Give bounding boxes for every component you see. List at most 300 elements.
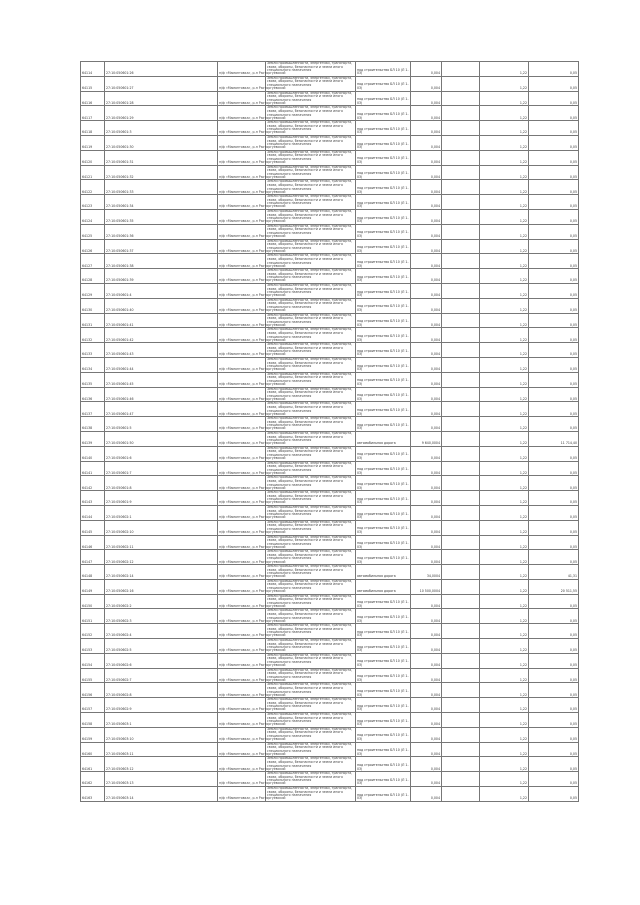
rate-value: 1,22 <box>480 357 529 372</box>
area-value: 0,004 <box>411 62 442 77</box>
cadastral-number: 27:10:050602:12 <box>105 550 218 565</box>
empty-cell <box>442 372 480 387</box>
empty-cell <box>442 62 480 77</box>
row-number: 64153 <box>81 639 105 654</box>
amount-value: 0,05 <box>529 668 579 683</box>
amount-value: 0,05 <box>529 461 579 476</box>
table-row <box>81 165 579 180</box>
permitted-use: под строительство БЛ 10 (Л 1-03) <box>356 757 411 772</box>
empty-cell <box>442 787 480 802</box>
rate-value: 1,22 <box>480 787 529 802</box>
row-number: 64122 <box>81 180 105 195</box>
table-row <box>81 387 579 402</box>
permitted-use: автомобильная дорога <box>356 579 411 594</box>
area-value: 0,004 <box>411 387 442 402</box>
rate-value: 1,22 <box>480 579 529 594</box>
permitted-use: под строительство БЛ 10 (Л 1-03) <box>356 609 411 624</box>
permitted-use: под строительство БЛ 10 (Л 1-03) <box>356 62 411 77</box>
row-number: 64161 <box>81 757 105 772</box>
permitted-use: под строительство БЛ 10 (Л 1-03) <box>356 668 411 683</box>
rate-value: 1,22 <box>480 224 529 239</box>
land-category: Земли промышленности, энергетики, транспорта, связи, обороны, безопасности и земли иного специального назначения <box>266 135 356 150</box>
amount-value: 0,05 <box>529 328 579 343</box>
amount-value: 0,05 <box>529 343 579 358</box>
table-row <box>81 62 579 77</box>
empty-cell <box>442 535 480 550</box>
land-category: Земли промышленности, энергетики, транспорта, связи, обороны, безопасности и земли иного специального назначения <box>266 446 356 461</box>
land-category: Земли промышленности, энергетики, транспорта, связи, обороны, безопасности и земли иного специального назначения <box>266 62 356 77</box>
land-category: Земли промышленности, энергетики, транспорта, связи, обороны, безопасности и земли иного специального назначения <box>266 624 356 639</box>
table-row <box>81 313 579 328</box>
row-number: 64133 <box>81 343 105 358</box>
row-number: 64163 <box>81 787 105 802</box>
permitted-use: под строительство БЛ 10 (Л 1-03) <box>356 387 411 402</box>
table-body <box>81 62 579 802</box>
area-value: 0,004 <box>411 106 442 121</box>
rate-value: 1,22 <box>480 609 529 624</box>
area-value: 0,004 <box>411 787 442 802</box>
area-value: 0,004 <box>411 254 442 269</box>
land-category: Земли промышленности, энергетики, транспорта, связи, обороны, безопасности и земли иного специального назначения <box>266 343 356 358</box>
table-row <box>81 283 579 298</box>
location: п/ф «Мамонтовка», р-н Расторгуевский <box>218 357 266 372</box>
table-row <box>81 505 579 520</box>
permitted-use: под строительство БЛ 10 (Л 1-03) <box>356 209 411 224</box>
row-number: 64121 <box>81 165 105 180</box>
rate-value: 1,22 <box>480 476 529 491</box>
table-row <box>81 668 579 683</box>
permitted-use: под строительство БЛ 10 (Л 1-03) <box>356 76 411 91</box>
cadastral-number: 27:10:050601:37 <box>105 239 218 254</box>
cadastral-number: 27:10:050601:3 <box>105 121 218 136</box>
rate-value: 1,22 <box>480 698 529 713</box>
amount-value: 0,05 <box>529 165 579 180</box>
table-row <box>81 639 579 654</box>
table-row <box>81 698 579 713</box>
permitted-use: под строительство БЛ 10 (Л 1-03) <box>356 787 411 802</box>
row-number: 64162 <box>81 772 105 787</box>
empty-cell <box>442 683 480 698</box>
table-row <box>81 254 579 269</box>
empty-cell <box>442 757 480 772</box>
cadastral-number: 27:10:050601:32 <box>105 165 218 180</box>
land-category: Земли промышленности, энергетики, транспорта, связи, обороны, безопасности и земли иного специального назначения <box>266 180 356 195</box>
cadastral-number: 27:10:050603:12 <box>105 757 218 772</box>
land-category: Земли промышленности, энергетики, транспорта, связи, обороны, безопасности и земли иного специального назначения <box>266 476 356 491</box>
area-value: 0,004 <box>411 283 442 298</box>
location: п/ф «Мамонтовка», р-н Расторгуевский <box>218 683 266 698</box>
table-row <box>81 91 579 106</box>
location: п/ф «Мамонтовка», р-н Расторгуевский <box>218 520 266 535</box>
permitted-use: под строительство БЛ 10 (Л 1-03) <box>356 165 411 180</box>
rate-value: 1,22 <box>480 683 529 698</box>
row-number: 64148 <box>81 565 105 580</box>
location: п/ф «Мамонтовка», р-н Расторгуевский <box>218 491 266 506</box>
area-value: 0,004 <box>411 535 442 550</box>
permitted-use: под строительство БЛ 10 (Л 1-03) <box>356 491 411 506</box>
table-row <box>81 224 579 239</box>
location: п/ф «Мамонтовка», р-н Расторгуевский <box>218 476 266 491</box>
cadastral-number: 27:10:050601:4 <box>105 283 218 298</box>
land-category: Земли промышленности, энергетики, транспорта, связи, обороны, безопасности и земли иного специального назначения <box>266 121 356 136</box>
permitted-use: под строительство БЛ 10 (Л 1-03) <box>356 520 411 535</box>
land-category: Земли промышленности, энергетики, транспорта, связи, обороны, безопасности и земли иного специального назначения <box>266 579 356 594</box>
land-category: Земли промышленности, энергетики, транспорта, связи, обороны, безопасности и земли иного специального назначения <box>266 254 356 269</box>
row-number: 64116 <box>81 91 105 106</box>
empty-cell <box>442 727 480 742</box>
table-row <box>81 594 579 609</box>
location: п/ф «Мамонтовка», р-н Расторгуевский <box>218 609 266 624</box>
permitted-use: под строительство БЛ 10 (Л 1-03) <box>356 357 411 372</box>
cadastral-number: 27:10:050603:13 <box>105 772 218 787</box>
amount-value: 0,05 <box>529 550 579 565</box>
amount-value: 0,05 <box>529 91 579 106</box>
table-row <box>81 491 579 506</box>
table-row <box>81 653 579 668</box>
land-category: Земли промышленности, энергетики, транспорта, связи, обороны, безопасности и земли иного специального назначения <box>266 402 356 417</box>
area-value: 34,0004 <box>411 565 442 580</box>
rate-value: 1,22 <box>480 713 529 728</box>
row-number: 64157 <box>81 698 105 713</box>
rate-value: 1,22 <box>480 727 529 742</box>
empty-cell <box>442 772 480 787</box>
amount-value: 0,05 <box>529 713 579 728</box>
area-value: 0,004 <box>411 550 442 565</box>
location: п/ф «Мамонтовка», р-н Расторгуевский <box>218 446 266 461</box>
empty-cell <box>442 431 480 446</box>
land-category: Земли промышленности, энергетики, транспорта, связи, обороны, безопасности и земли иного специального назначения <box>266 713 356 728</box>
rate-value: 1,22 <box>480 254 529 269</box>
area-value: 0,004 <box>411 269 442 284</box>
area-value: 0,004 <box>411 772 442 787</box>
cadastral-number: 27:10:050601:40 <box>105 298 218 313</box>
location: п/ф «Мамонтовка», р-н Расторгуевский <box>218 313 266 328</box>
empty-cell <box>442 402 480 417</box>
area-value: 0,004 <box>411 121 442 136</box>
row-number: 64144 <box>81 505 105 520</box>
row-number: 64135 <box>81 372 105 387</box>
permitted-use: под строительство БЛ 10 (Л 1-03) <box>356 742 411 757</box>
empty-cell <box>442 195 480 210</box>
table-row <box>81 787 579 802</box>
permitted-use: под строительство БЛ 10 (Л 1-03) <box>356 313 411 328</box>
location: п/ф «Мамонтовка», р-н Расторгуевский <box>218 550 266 565</box>
rate-value: 1,22 <box>480 446 529 461</box>
row-number: 64150 <box>81 594 105 609</box>
area-value: 0,004 <box>411 328 442 343</box>
land-category: Земли промышленности, энергетики, транспорта, связи, обороны, безопасности и земли иного специального назначения <box>266 668 356 683</box>
empty-cell <box>442 76 480 91</box>
location: п/ф «Мамонтовка», р-н Расторгуевский <box>218 535 266 550</box>
rate-value: 1,22 <box>480 283 529 298</box>
location: п/ф «Мамонтовка», р-н Расторгуевский <box>218 91 266 106</box>
cadastral-number: 27:10:050602:14 <box>105 565 218 580</box>
rate-value: 1,22 <box>480 269 529 284</box>
empty-cell <box>442 180 480 195</box>
amount-value: 0,05 <box>529 298 579 313</box>
land-category: Земли промышленности, энергетики, транспорта, связи, обороны, безопасности и земли иного специального назначения <box>266 195 356 210</box>
land-category: Земли промышленности, энергетики, транспорта, связи, обороны, безопасности и земли иного специального назначения <box>266 535 356 550</box>
rate-value: 1,22 <box>480 62 529 77</box>
amount-value: 0,05 <box>529 135 579 150</box>
permitted-use: под строительство БЛ 10 (Л 1-03) <box>356 639 411 654</box>
area-value: 0,004 <box>411 609 442 624</box>
location: п/ф «Мамонтовка», р-н Расторгуевский <box>218 150 266 165</box>
amount-value: 0,05 <box>529 446 579 461</box>
row-number: 64129 <box>81 283 105 298</box>
area-value: 0,004 <box>411 742 442 757</box>
amount-value: 0,05 <box>529 209 579 224</box>
permitted-use: под строительство БЛ 10 (Л 1-03) <box>356 476 411 491</box>
area-value: 0,004 <box>411 461 442 476</box>
area-value: 9 640,0004 <box>411 431 442 446</box>
amount-value: 0,05 <box>529 639 579 654</box>
cadastral-number: 27:10:050601:28 <box>105 91 218 106</box>
cadastral-number: 27:10:050602:3 <box>105 609 218 624</box>
area-value: 0,004 <box>411 668 442 683</box>
row-number: 64136 <box>81 387 105 402</box>
land-plots-table <box>80 61 579 802</box>
permitted-use: под строительство БЛ 10 (Л 1-03) <box>356 624 411 639</box>
rate-value: 1,22 <box>480 372 529 387</box>
permitted-use: под строительство БЛ 10 (Л 1-03) <box>356 106 411 121</box>
empty-cell <box>442 698 480 713</box>
row-number: 64118 <box>81 121 105 136</box>
table-row <box>81 357 579 372</box>
permitted-use: под строительство БЛ 10 (Л 1-03) <box>356 121 411 136</box>
permitted-use: под строительство БЛ 10 (Л 1-03) <box>356 772 411 787</box>
location: п/ф «Мамонтовка», р-н Расторгуевский <box>218 254 266 269</box>
land-category: Земли промышленности, энергетики, транспорта, связи, обороны, безопасности и земли иного специального назначения <box>266 787 356 802</box>
rate-value: 1,22 <box>480 91 529 106</box>
permitted-use: под строительство БЛ 10 (Л 1-03) <box>356 254 411 269</box>
empty-cell <box>442 461 480 476</box>
row-number: 64147 <box>81 550 105 565</box>
amount-value: 0,05 <box>529 520 579 535</box>
cadastral-number: 27:10:050601:44 <box>105 357 218 372</box>
table-row <box>81 727 579 742</box>
rate-value: 1,22 <box>480 594 529 609</box>
area-value: 0,004 <box>411 372 442 387</box>
table-row <box>81 76 579 91</box>
table-row <box>81 298 579 313</box>
area-value: 0,004 <box>411 165 442 180</box>
amount-value: 20 511,55 <box>529 579 579 594</box>
table-row <box>81 461 579 476</box>
amount-value: 0,05 <box>529 757 579 772</box>
land-category: Земли промышленности, энергетики, транспорта, связи, обороны, безопасности и земли иного специального назначения <box>266 298 356 313</box>
rate-value: 1,22 <box>480 431 529 446</box>
rate-value: 1,22 <box>480 491 529 506</box>
area-value: 10 500,0004 <box>411 579 442 594</box>
location: п/ф «Мамонтовка», р-н Расторгуевский <box>218 787 266 802</box>
area-value: 0,004 <box>411 653 442 668</box>
amount-value: 0,05 <box>529 535 579 550</box>
row-number: 64125 <box>81 224 105 239</box>
empty-cell <box>442 713 480 728</box>
amount-value: 0,05 <box>529 150 579 165</box>
location: п/ф «Мамонтовка», р-н Расторгуевский <box>218 402 266 417</box>
area-value: 0,004 <box>411 639 442 654</box>
permitted-use: под строительство БЛ 10 (Л 1-03) <box>356 195 411 210</box>
location: п/ф «Мамонтовка», р-н Расторгуевский <box>218 76 266 91</box>
empty-cell <box>442 150 480 165</box>
rate-value: 1,22 <box>480 520 529 535</box>
row-number: 64139 <box>81 431 105 446</box>
permitted-use: под строительство БЛ 10 (Л 1-03) <box>356 91 411 106</box>
location: п/ф «Мамонтовка», р-н Расторгуевский <box>218 757 266 772</box>
amount-value: 0,05 <box>529 653 579 668</box>
empty-cell <box>442 224 480 239</box>
amount-value: 11 714,40 <box>529 431 579 446</box>
table-row <box>81 476 579 491</box>
empty-cell <box>442 91 480 106</box>
empty-cell <box>442 106 480 121</box>
land-category: Земли промышленности, энергетики, транспорта, связи, обороны, безопасности и земли иного специального назначения <box>266 772 356 787</box>
row-number: 64143 <box>81 491 105 506</box>
table-row <box>81 431 579 446</box>
cadastral-number: 27:10:050602:4 <box>105 624 218 639</box>
land-category: Земли промышленности, энергетики, транспорта, связи, обороны, безопасности и земли иного специального назначения <box>266 461 356 476</box>
amount-value: 41,31 <box>529 565 579 580</box>
cadastral-number: 27:10:050601:38 <box>105 254 218 269</box>
rate-value: 1,22 <box>480 624 529 639</box>
land-category: Земли промышленности, энергетики, транспорта, связи, обороны, безопасности и земли иного специального назначения <box>266 91 356 106</box>
row-number: 64160 <box>81 742 105 757</box>
rate-value: 1,22 <box>480 639 529 654</box>
empty-cell <box>442 446 480 461</box>
area-value: 0,004 <box>411 195 442 210</box>
area-value: 0,004 <box>411 713 442 728</box>
table-row <box>81 579 579 594</box>
table-row <box>81 757 579 772</box>
location: п/ф «Мамонтовка», р-н Расторгуевский <box>218 195 266 210</box>
cadastral-number: 27:10:050602:8 <box>105 683 218 698</box>
land-category: Земли промышленности, энергетики, транспорта, связи, обороны, безопасности и земли иного специального назначения <box>266 328 356 343</box>
amount-value: 0,05 <box>529 417 579 432</box>
rate-value: 1,22 <box>480 461 529 476</box>
empty-cell <box>442 550 480 565</box>
table-row <box>81 417 579 432</box>
row-number: 64137 <box>81 402 105 417</box>
empty-cell <box>442 742 480 757</box>
amount-value: 0,05 <box>529 402 579 417</box>
area-value: 0,004 <box>411 239 442 254</box>
land-category: Земли промышленности, энергетики, транспорта, связи, обороны, безопасности и земли иного специального назначения <box>266 165 356 180</box>
land-category: Земли промышленности, энергетики, транспорта, связи, обороны, безопасности и земли иного специального назначения <box>266 491 356 506</box>
row-number: 64149 <box>81 579 105 594</box>
row-number: 64115 <box>81 76 105 91</box>
cadastral-number: 27:10:050601:27 <box>105 76 218 91</box>
row-number: 64132 <box>81 328 105 343</box>
location: п/ф «Мамонтовка», р-н Расторгуевский <box>218 372 266 387</box>
amount-value: 0,05 <box>529 313 579 328</box>
location: п/ф «Мамонтовка», р-н Расторгуевский <box>218 328 266 343</box>
location: п/ф «Мамонтовка», р-н Расторгуевский <box>218 343 266 358</box>
empty-cell <box>442 668 480 683</box>
empty-cell <box>442 579 480 594</box>
land-category: Земли промышленности, энергетики, транспорта, связи, обороны, безопасности и земли иного специального назначения <box>266 239 356 254</box>
permitted-use: под строительство БЛ 10 (Л 1-03) <box>356 283 411 298</box>
amount-value: 0,05 <box>529 594 579 609</box>
area-value: 0,004 <box>411 313 442 328</box>
rate-value: 1,22 <box>480 313 529 328</box>
area-value: 0,004 <box>411 298 442 313</box>
empty-cell <box>442 387 480 402</box>
area-value: 0,004 <box>411 476 442 491</box>
empty-cell <box>442 121 480 136</box>
amount-value: 0,05 <box>529 387 579 402</box>
empty-cell <box>442 269 480 284</box>
area-value: 0,004 <box>411 402 442 417</box>
location: п/ф «Мамонтовка», р-н Расторгуевский <box>218 180 266 195</box>
cadastral-number: 27:10:050601:33 <box>105 180 218 195</box>
row-number: 64140 <box>81 446 105 461</box>
rate-value: 1,22 <box>480 165 529 180</box>
amount-value: 0,05 <box>529 195 579 210</box>
rate-value: 1,22 <box>480 106 529 121</box>
amount-value: 0,05 <box>529 180 579 195</box>
location: п/ф «Мамонтовка», р-н Расторгуевский <box>218 579 266 594</box>
cadastral-number: 27:10:050601:41 <box>105 313 218 328</box>
rate-value: 1,22 <box>480 653 529 668</box>
location: п/ф «Мамонтовка», р-н Расторгуевский <box>218 727 266 742</box>
row-number: 64120 <box>81 150 105 165</box>
table-row <box>81 269 579 284</box>
permitted-use: под строительство БЛ 10 (Л 1-03) <box>356 417 411 432</box>
cadastral-number: 27:10:050602:9 <box>105 698 218 713</box>
empty-cell <box>442 328 480 343</box>
area-value: 0,004 <box>411 505 442 520</box>
amount-value: 0,05 <box>529 239 579 254</box>
area-value: 0,004 <box>411 757 442 772</box>
amount-value: 0,05 <box>529 269 579 284</box>
table-row <box>81 742 579 757</box>
cadastral-number: 27:10:050603:14 <box>105 787 218 802</box>
rate-value: 1,22 <box>480 742 529 757</box>
area-value: 0,004 <box>411 698 442 713</box>
table-row <box>81 446 579 461</box>
land-category: Земли промышленности, энергетики, транспорта, связи, обороны, безопасности и земли иного специального назначения <box>266 639 356 654</box>
land-category: Земли промышленности, энергетики, транспорта, связи, обороны, безопасности и земли иного специального назначения <box>266 505 356 520</box>
location: п/ф «Мамонтовка», р-н Расторгуевский <box>218 387 266 402</box>
empty-cell <box>442 254 480 269</box>
row-number: 64141 <box>81 461 105 476</box>
rate-value: 1,22 <box>480 757 529 772</box>
location: п/ф «Мамонтовка», р-н Расторгуевский <box>218 106 266 121</box>
permitted-use: под строительство БЛ 10 (Л 1-03) <box>356 727 411 742</box>
amount-value: 0,05 <box>529 787 579 802</box>
table-row <box>81 520 579 535</box>
row-number: 64154 <box>81 653 105 668</box>
land-category: Земли промышленности, энергетики, транспорта, связи, обороны, безопасности и земли иного специального назначения <box>266 742 356 757</box>
amount-value: 0,05 <box>529 76 579 91</box>
cadastral-number: 27:10:050602:6 <box>105 653 218 668</box>
land-category: Земли промышленности, энергетики, транспорта, связи, обороны, безопасности и земли иного специального назначения <box>266 417 356 432</box>
rate-value: 1,22 <box>480 195 529 210</box>
land-category: Земли промышленности, энергетики, транспорта, связи, обороны, безопасности и земли иного специального назначения <box>266 150 356 165</box>
empty-cell <box>442 594 480 609</box>
amount-value: 0,05 <box>529 491 579 506</box>
table-row <box>81 565 579 580</box>
table-row <box>81 713 579 728</box>
table-row <box>81 150 579 165</box>
rate-value: 1,22 <box>480 417 529 432</box>
land-category: Земли промышленности, энергетики, транспорта, связи, обороны, безопасности и земли иного специального назначения <box>266 431 356 446</box>
row-number: 64138 <box>81 417 105 432</box>
location: п/ф «Мамонтовка», р-н Расторгуевский <box>218 461 266 476</box>
land-category: Земли промышленности, энергетики, транспорта, связи, обороны, безопасности и земли иного специального назначения <box>266 269 356 284</box>
